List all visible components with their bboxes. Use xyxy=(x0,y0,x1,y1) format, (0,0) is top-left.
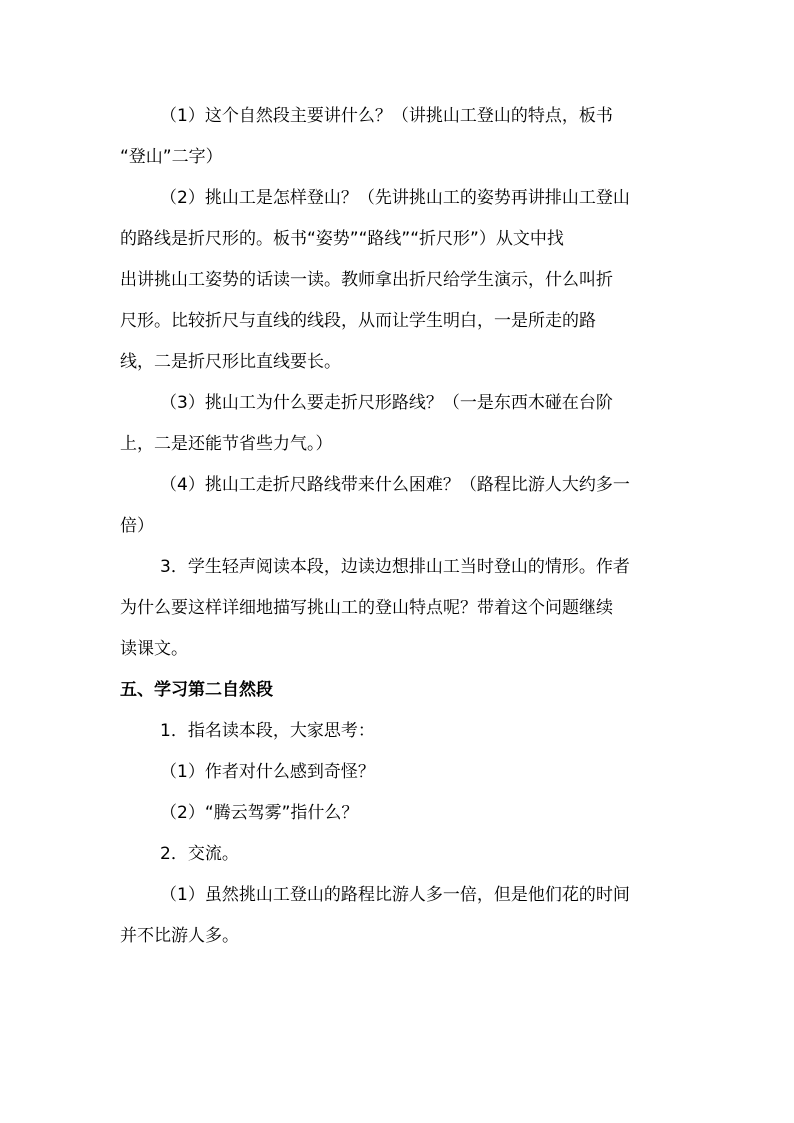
paragraph-line: “登山”二字） xyxy=(120,147,223,167)
paragraph-line: 上，二是还能节省些力气。） xyxy=(120,434,333,454)
paragraph-line: （1）这个自然段主要讲什么？（讲挑山工登山的特点，板书 xyxy=(160,106,613,126)
paragraph-line: 出讲挑山工姿势的话读一读。教师拿出折尺给学生演示，什么叫折 xyxy=(120,270,613,290)
paragraph-line: （4）挑山工走折尺路线带来什么困难？（路程比游人大约多一 xyxy=(160,475,630,495)
paragraph-line: 读课文。 xyxy=(120,639,188,659)
paragraph-line: 线，二是折尺形比直线要长。 xyxy=(120,352,341,372)
paragraph-line: 1．指名读本段，大家思考： xyxy=(160,721,375,741)
document-body xyxy=(120,96,680,957)
paragraph-line: 2．交流。 xyxy=(160,844,239,864)
paragraph-line: 的路线是折尺形的。板书“姿势”“路线”“折尺形”）从文中找 xyxy=(120,229,564,249)
section-heading: 五、学习第二自然段 xyxy=(120,680,273,700)
paragraph-line: （1）虽然挑山工登山的路程比游人多一倍，但是他们花的时间 xyxy=(160,885,630,905)
paragraph-line: 为什么要这样详细地描写挑山工的登山特点呢？带着这个问题继续 xyxy=(120,598,613,618)
paragraph-line: （2）“腾云驾雾”指什么？ xyxy=(160,803,359,823)
paragraph-line: 尺形。比较折尺与直线的线段，从而让学生明白，一是所走的路 xyxy=(120,311,596,331)
paragraph-line: （2）挑山工是怎样登山？（先讲挑山工的姿势再讲排山工登山 xyxy=(160,188,630,208)
paragraph-line: 并不比游人多。 xyxy=(120,926,239,946)
paragraph-line: 3．学生轻声阅读本段，边读边想排山工当时登山的情形。作者 xyxy=(160,557,630,577)
paragraph-line: （1）作者对什么感到奇怪？ xyxy=(160,762,375,782)
paragraph-line: 倍） xyxy=(120,516,154,536)
paragraph-line: （3）挑山工为什么要走折尺形路线？（一是东西木碰在台阶 xyxy=(160,393,613,413)
